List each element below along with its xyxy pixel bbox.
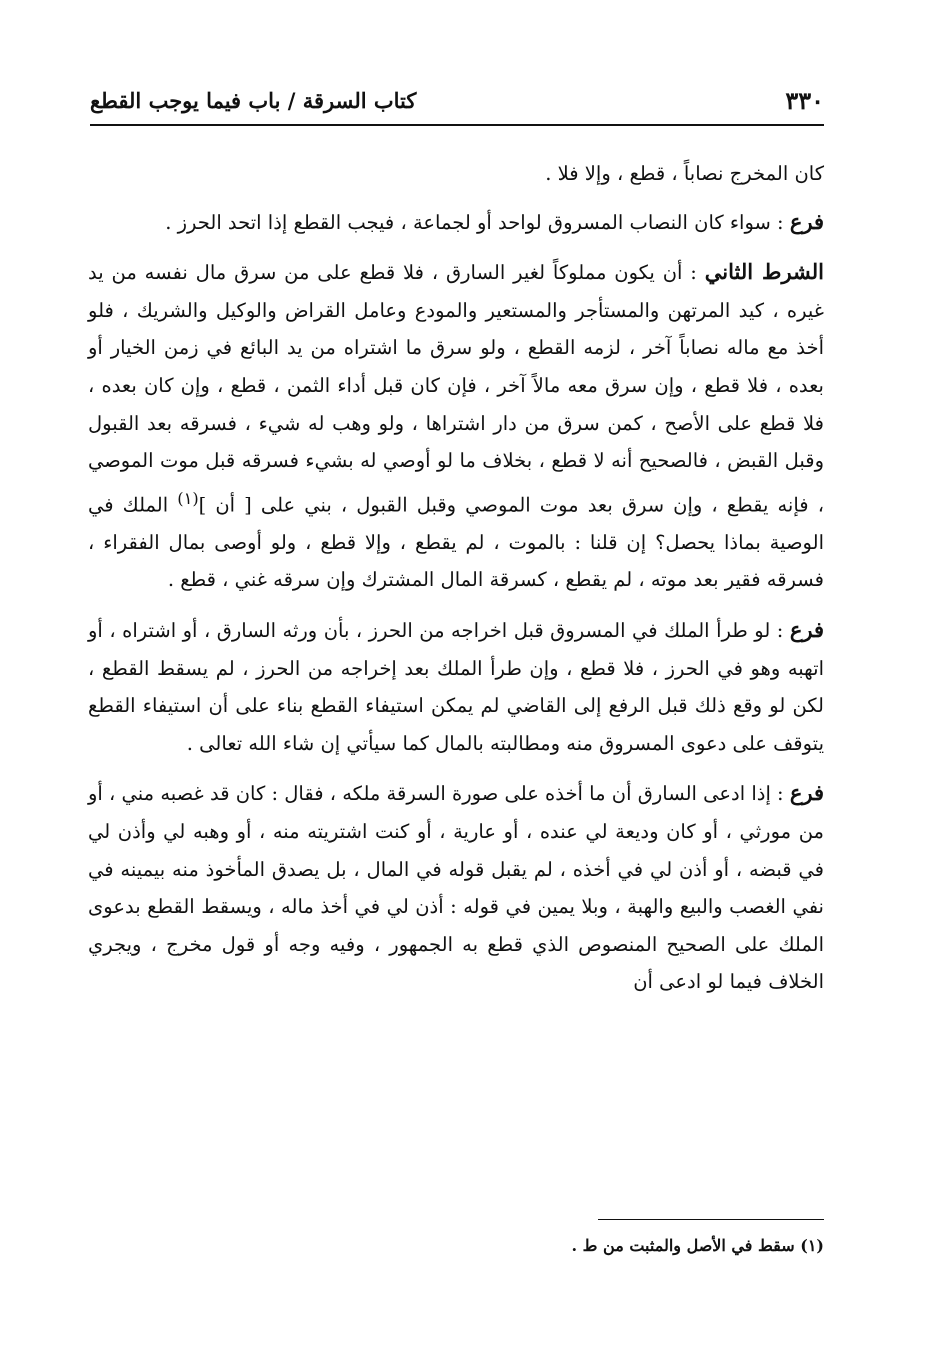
paragraph-text: كان المخرج نصاباً ، قطع ، وإلا فلا .	[545, 162, 824, 185]
paragraph-second-condition	[88, 253, 824, 599]
paragraph-continuation	[88, 155, 824, 193]
page-number: ٣٣٠	[785, 86, 824, 115]
paragraph-text: : سواء كان النصاب المسروق لواحد أو لجماعة ، فيجب القطع إذا اتحد الحرز .	[165, 210, 784, 234]
section-lead: فرع	[789, 208, 824, 234]
paragraph-text: : إذا ادعى السارق أن ما أخذه على صورة السرقة ملكه ، فقال : كان قد غصبه مني ، أو من مورثي ، أو كان وديعة لي عنده ، أو عارية ، أو كنت اشتريته منه ، أو وهبه لي وأذن لي في قبضه ، أو أذن لي في أخذه ، لم يقبل قوله في المال ، بل يصدق المأخوذ منه بيمينه في نفي الغصب والبيع والهبة ، وبلا يمين في قوله : أذن لي في أخذ ماله ، ويسقط القطع بدعوى الملك على الصحيح المنصوص الذي قطع به الجمهور ، وفيه وجه أو قول مخرج ، ويجري الخلاف فيما لو ادعى أن	[88, 782, 824, 994]
footnote-text: سقط في الأصل والمثبت من ط .	[571, 1236, 795, 1255]
paragraph-text-continued: الملك في الوصية بماذا يحصل؟ إن قلنا : بالموت ، لم يقطع ، وإلا قطع ، ولو أوصى بمال الفقراء ، فسرقه فقير بعد موته ، لم يقطع ، كسرقة المال المشترك وإن سرقه غني ، قطع .	[88, 493, 824, 592]
footnote-divider	[598, 1219, 824, 1220]
header-divider	[90, 124, 824, 126]
footnote-marker: (١)	[800, 1236, 824, 1255]
page-header	[90, 84, 824, 120]
paragraph-far-2	[88, 611, 824, 762]
paragraph-far-3	[88, 774, 824, 1001]
paragraph-far-1	[88, 203, 824, 242]
section-lead: فرع	[789, 780, 824, 806]
footnote	[300, 1234, 824, 1258]
section-lead: فرع	[789, 617, 825, 643]
paragraph-text: : لو طرأ الملك في المسروق قبل اخراجه من الحرز ، بأن ورثه السارق ، أو اشتراه ، أو اتهبه وهو في الحرز ، فلا قطع ، وإن طرأ الملك بعد إخراجه من الحرز ، لم يسقط القطع ، لكن لو وقع ذلك قبل الرفع إلى القاضي لم يمكن استيفاء القطع بناء على أن استيفاء القطع يتوقف على دعوى المسروق منه ومطالبته بالمال كما سيأتي إن شاء الله تعالى .	[88, 619, 824, 755]
footnote-reference: (١)	[177, 488, 199, 508]
section-lead: الشرط الثاني	[704, 259, 824, 285]
paragraph-text: : أن يكون مملوكاً لغير السارق ، فلا قطع على من سرق مال نفسه من يد غيره ، كيد المرتهن والمستأجر والمستعير والمودع وعامل القراض والوكيل والشريك ، فلو أخذ مع ماله نصاباً آخر ، لزمه القطع ، ولو سرق ما اشتراه من يد البائع في زمن الخيار أو بعده ، فلا قطع ، وإن سرق معه مالاً آخر ، فإن كان قبل أداء الثمن ، قطع ، وإن كان بعده ، فلا قطع على الأصح ، كمن سرق من دار اشتراها ، ولو وهب له شيء ، فسرقه بعد القبول وقبل القبض ، فالصحيح أنه لا قطع ، بخلاف ما لو أوصي له بشيء فسرقه قبل موت الموصي ، فإنه يقطع ، وإن سرق بعد موت الموصي وقبل القبول ، بني على [ أن ]	[88, 261, 824, 517]
running-title: كتاب السرقة / باب فيما يوجب القطع	[90, 88, 417, 113]
main-text	[88, 155, 824, 1013]
